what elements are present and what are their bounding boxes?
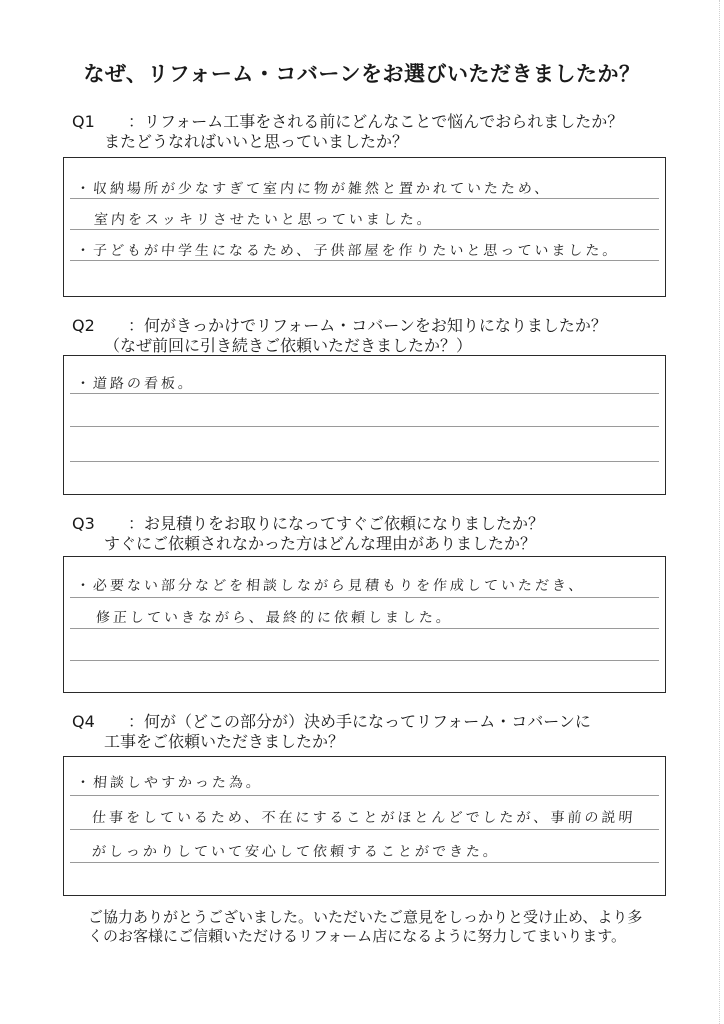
ruled-line xyxy=(70,660,659,661)
question-3 xyxy=(72,514,544,554)
ruled-line xyxy=(70,461,659,462)
ruled-line xyxy=(70,260,659,261)
handwritten-answer: ・収納場所が少なすぎて室内に物が雑然と置かれていたため、 xyxy=(75,181,552,197)
question-number: Q2 xyxy=(72,316,95,335)
question-number: Q3 xyxy=(72,514,95,533)
handwritten-answer: ・相談しやすかった為。 xyxy=(75,775,264,791)
answer-box-1 xyxy=(63,157,666,297)
ruled-line xyxy=(70,597,659,598)
closing-message: ご協力ありがとうございました。いただいたご意見をしっかりと受け止め、より多くのお客様にご信頼いただけるリフォーム店になるように努力してまいります。 xyxy=(88,908,643,945)
ruled-line xyxy=(70,829,659,830)
ruled-line xyxy=(70,862,659,863)
answer-box-3 xyxy=(63,556,666,693)
ruled-line xyxy=(70,628,659,629)
question-text-line2: 工事をご依頼いただきましたか？ xyxy=(104,732,345,751)
question-text: ：何がきっかけでリフォーム・コバーンをお知りになりましたか？ xyxy=(128,316,607,335)
answer-box-2 xyxy=(63,355,666,495)
question-number: Q1 xyxy=(72,112,95,131)
question-text: ：お見積りをお取りになってすぐご依頼になりましたか？ xyxy=(128,514,545,533)
question-1 xyxy=(72,112,623,152)
question-text-line2: またどうなればいいと思っていましたか？ xyxy=(104,132,409,151)
survey-title: なぜ、リフォーム・コバーンをお選びいただきましたか？ xyxy=(83,62,641,86)
question-text: ：何が（どこの部分が）決め手になってリフォーム・コバーンに xyxy=(128,712,591,731)
handwritten-answer: ・子どもが中学生になるため、子供部屋を作りたいと思っていました。 xyxy=(75,243,620,259)
ruled-line xyxy=(70,198,659,199)
handwritten-answer: がしっかりしていて安心して依頼することができた。 xyxy=(91,844,501,860)
question-number: Q4 xyxy=(72,712,95,731)
handwritten-answer: ・必要ない部分などを相談しながら見積もりを作成していただき、 xyxy=(75,578,586,594)
ruled-line xyxy=(70,795,659,796)
handwritten-answer: 仕事をしているため、不在にすることがほとんどでしたが、事前の説明 xyxy=(91,810,636,826)
question-2 xyxy=(72,316,607,356)
scan-edge xyxy=(719,0,720,1024)
question-text-line2: （なぜ前回に引き続きご依頼いただきましたか？） xyxy=(104,336,473,355)
ruled-line xyxy=(70,426,659,427)
question-text: ：リフォーム工事をされる前にどんなことで悩んでおられましたか？ xyxy=(128,112,624,131)
ruled-line xyxy=(70,393,659,394)
answer-box-4 xyxy=(63,756,666,896)
ruled-line xyxy=(70,229,659,230)
handwritten-answer: 修正していきながら、最終的に依頼しました。 xyxy=(95,610,454,626)
handwritten-answer: 室内をスッキリさせたいと思っていました。 xyxy=(93,212,435,228)
question-text-line2: すぐにご依頼されなかった方はどんな理由がありましたか？ xyxy=(104,534,537,553)
handwritten-answer: ・道路の看板。 xyxy=(75,376,196,392)
question-4 xyxy=(72,712,591,752)
